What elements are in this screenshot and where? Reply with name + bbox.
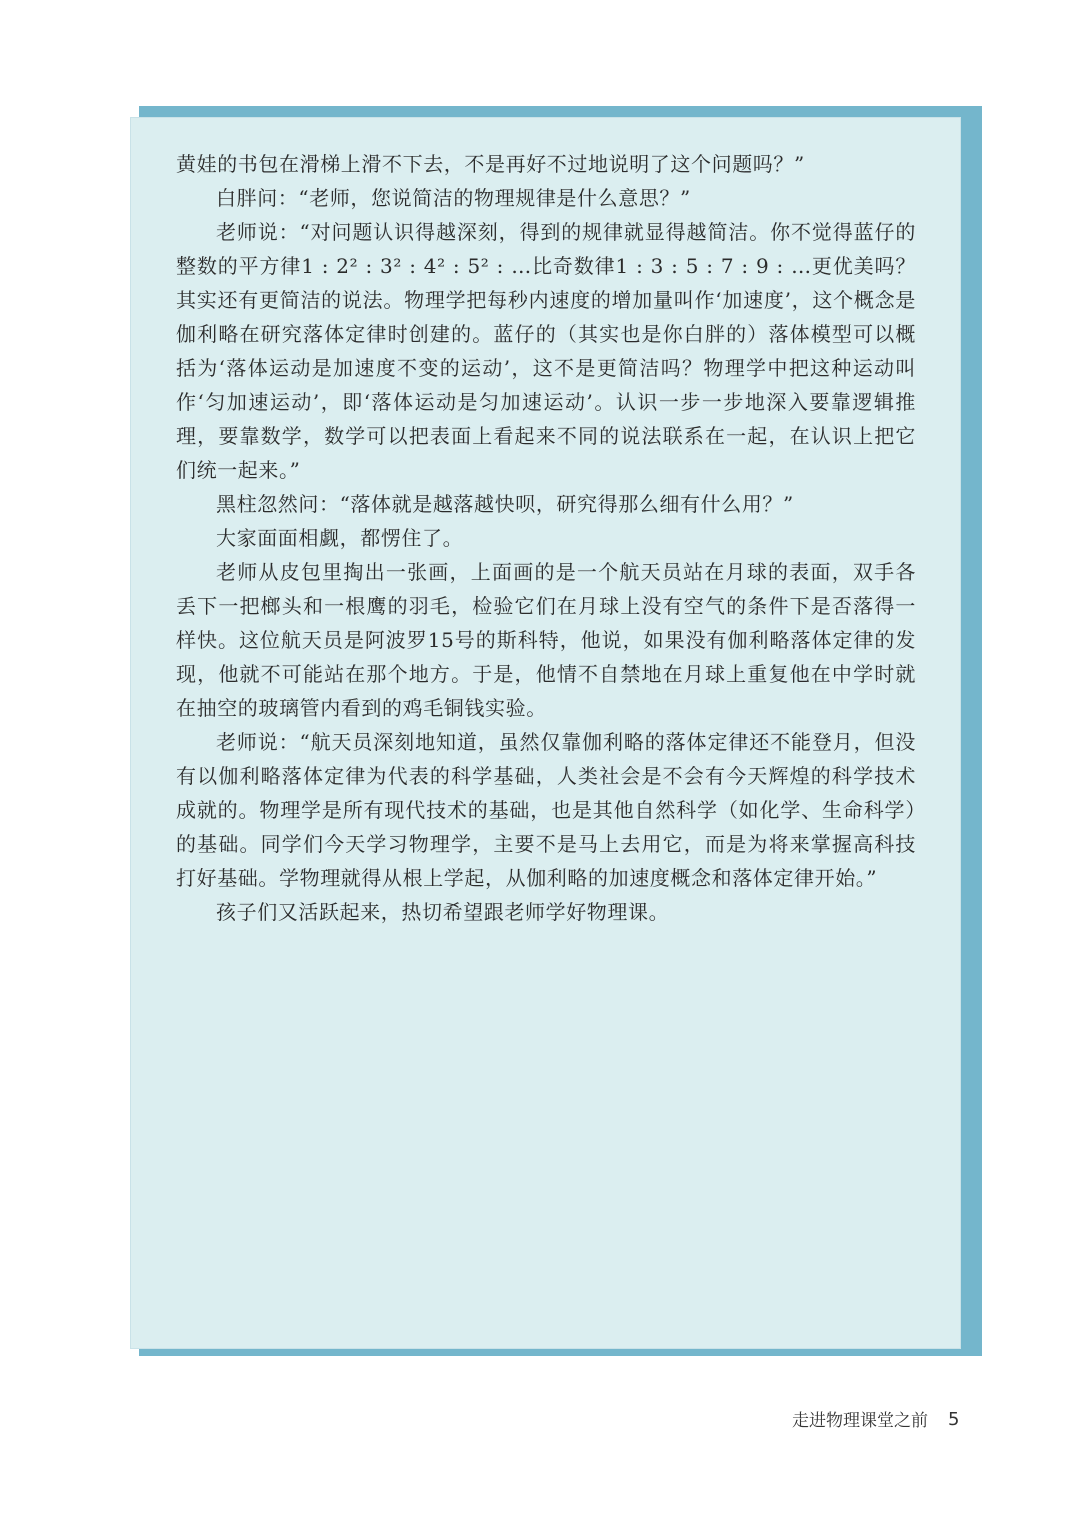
paragraph: 白胖问：“老师，您说简洁的物理规律是什么意思？” <box>216 186 691 210</box>
paragraph: 黑柱忽然问：“落体就是越落越快呗，研究得那么细有什么用？” <box>216 492 794 516</box>
chapter-title: 走进物理课堂之前 <box>792 1411 928 1431</box>
paragraph: 黄娃的书包在滑梯上滑不下去，不是再好不过地说明了这个问题吗？” <box>176 152 805 176</box>
page-number: 5 <box>948 1409 960 1430</box>
paragraph: 孩子们又活跃起来，热切希望跟老师学好物理课。 <box>216 900 670 924</box>
body-text <box>176 147 916 929</box>
paragraph: 老师说：“对问题认识得越深刻，得到的规律就显得越简洁。你不觉得蓝仔的整数的平方律1 : 2² : 3² : 4² : 5² : …比奇数律1 : 3 : 5 : 7 : 9 : …更优美吗？其实还有更简洁的说法。物理学把每秒内速度的增加量叫作‘加速度’，这个概念是伽利略在研究落体定律时创建的。蓝仔的（其实也是你白胖的）落体模型可以概括为‘落体运动是加速度不变的运动’，这不是更简洁吗？物理学中把这种运动叫作‘匀加速运动’，即‘落体运动是匀加速运动’。认识一步一步地深入要靠逻辑推理，要靠数学，数学可以把表面上看起来不同的说法联系在一起，在认识上把它们统一起来。” <box>176 220 916 482</box>
paragraph: 老师说：“航天员深刻地知道，虽然仅靠伽利略的落体定律还不能登月，但没有以伽利略落体定律为代表的科学基础，人类社会是不会有今天辉煌的科学技术成就的。物理学是所有现代技术的基础，也是其他自然科学（如化学、生命科学）的基础。同学们今天学习物理学，主要不是马上去用它，而是为将来掌握高科技打好基础。学物理就得从根上学起，从伽利略的加速度概念和落体定律开始。” <box>176 730 916 890</box>
paragraph: 大家面面相觑，都愣住了。 <box>216 526 464 550</box>
paragraph: 老师从皮包里掏出一张画，上面画的是一个航天员站在月球的表面，双手各丢下一把榔头和一根鹰的羽毛，检验它们在月球上没有空气的条件下是否落得一样快。这位航天员是阿波罗15号的斯科特，他说，如果没有伽利略落体定律的发现，他就不可能站在那个地方。于是，他情不自禁地在月球上重复他在中学时就在抽空的玻璃管内看到的鸡毛铜钱实验。 <box>176 560 916 720</box>
